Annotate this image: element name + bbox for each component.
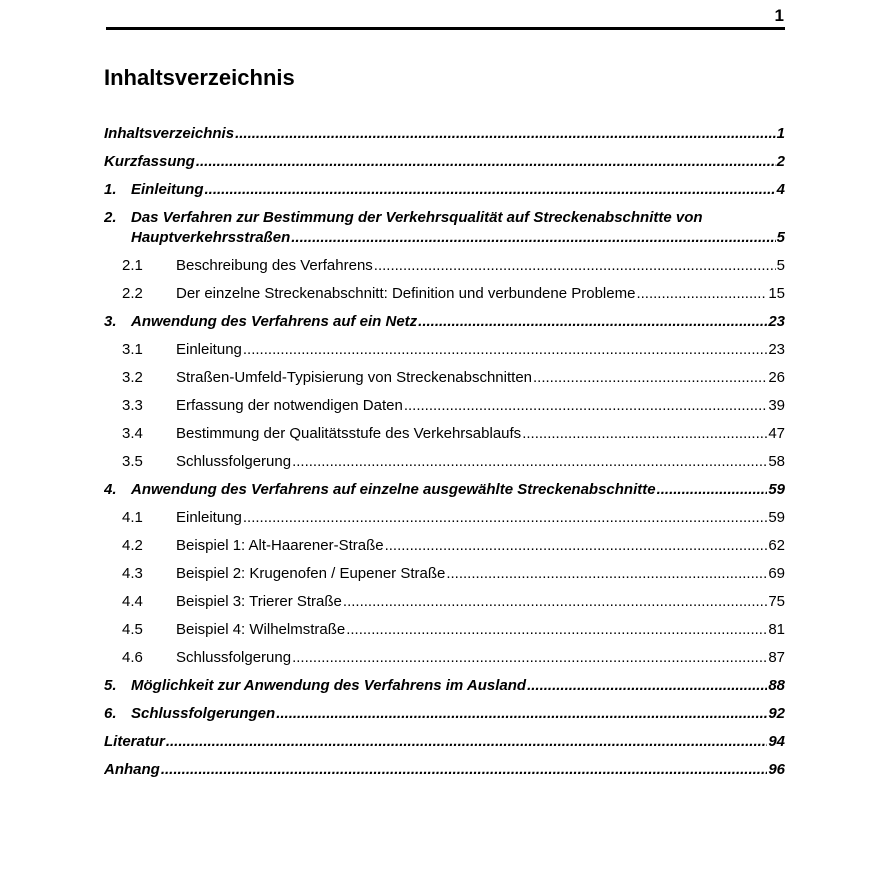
toc-entry-title: Erfassung der notwendigen Daten (176, 397, 403, 414)
toc-dot-leader (205, 180, 776, 200)
toc-entry-number: 4.1 (122, 509, 143, 526)
toc-entry-title: Das Verfahren zur Bestimmung der Verkehrsqualität auf Streckenabschnitte von (131, 209, 703, 226)
toc-dot-leader (657, 480, 768, 500)
toc-entry-title: Schlussfolgerung (176, 649, 292, 666)
toc-entry-title: Beispiel 2: Krugenofen / Eupener Straße (176, 565, 446, 582)
toc-entry-number: 2. (104, 209, 117, 226)
toc-entry-title-continued: Hauptverkehrsstraßen (131, 229, 291, 246)
toc-entry[interactable] (104, 337, 785, 365)
toc-entry-number: 4.6 (122, 649, 143, 666)
toc-entry-number: 4.2 (122, 537, 143, 554)
toc-entry-title: Beispiel 1: Alt-Haarener-Straße (176, 537, 384, 554)
toc-entry-number: 6. (104, 705, 117, 722)
toc-dot-leader (346, 620, 767, 640)
toc-entry-page: 26 (768, 369, 785, 386)
toc-dot-leader (404, 396, 767, 416)
toc-entry-number: 1. (104, 181, 117, 198)
toc-entry-page: 39 (768, 397, 785, 414)
toc-entry[interactable] (104, 121, 785, 149)
toc-entry-page: 47 (768, 425, 785, 442)
toc-entry[interactable] (104, 177, 785, 205)
toc-entry-title: Inhaltsverzeichnis (104, 125, 235, 142)
toc-entry-page: 92 (768, 705, 785, 722)
toc-dot-leader (292, 648, 767, 668)
toc-entry[interactable] (104, 281, 785, 309)
toc-entry-title: Schlussfolgerungen (131, 705, 276, 722)
toc-entry-page: 15 (768, 285, 785, 302)
toc-dot-leader (343, 592, 767, 612)
toc-entry-page: 96 (768, 761, 785, 778)
toc-entry-title: Schlussfolgerung (176, 453, 292, 470)
toc-entry-title: Anwendung des Verfahrens auf einzelne ausgewählte Streckenabschnitte (131, 481, 656, 498)
toc-entry-number: 3.2 (122, 369, 143, 386)
toc-entry-page: 62 (768, 537, 785, 554)
toc-entry[interactable] (104, 533, 785, 561)
toc-entry-page: 59 (768, 481, 785, 498)
toc-entry-title: Straßen-Umfeld-Typisierung von Streckenabschnitten (176, 369, 533, 386)
toc-entry[interactable] (104, 309, 785, 337)
toc-entry[interactable] (104, 365, 785, 393)
toc-entry[interactable] (104, 645, 785, 673)
toc-entry[interactable] (104, 149, 785, 177)
toc-entry-page: 2 (776, 153, 785, 170)
toc-dot-leader (527, 676, 767, 696)
toc-entry-number: 3.1 (122, 341, 143, 358)
toc-entry-page: 58 (768, 453, 785, 470)
toc-entry-page: 5 (776, 229, 785, 246)
toc-entry[interactable] (104, 757, 785, 785)
toc-entry-title: Einleitung (176, 509, 242, 526)
toc-dot-leader (385, 536, 768, 556)
toc-dot-leader (161, 760, 767, 780)
toc-dot-leader (291, 228, 775, 248)
toc-entry-title: Beispiel 3: Trierer Straße (176, 593, 342, 610)
toc-entry-title: Beispiel 4: Wilhelmstraße (176, 621, 346, 638)
toc-entry-page: 23 (768, 341, 785, 358)
toc-entry-page: 23 (768, 313, 785, 330)
toc-dot-leader (196, 152, 776, 172)
toc-entry-title: Anhang (104, 761, 160, 778)
toc-dot-leader (276, 704, 767, 724)
toc-entry-page: 88 (768, 677, 785, 694)
toc-dot-leader (374, 256, 776, 276)
toc-entry-page: 4 (776, 181, 785, 198)
toc-entry-title: Bestimmung der Qualitätsstufe des Verkehrsablaufs (176, 425, 522, 442)
toc-entry-title: Einleitung (131, 181, 204, 198)
toc-entry[interactable] (104, 701, 785, 729)
toc-entry-page: 5 (776, 257, 785, 274)
toc-entry-title: Anwendung des Verfahrens auf ein Netz (131, 313, 418, 330)
toc-entry[interactable] (104, 505, 785, 533)
toc-entry[interactable] (104, 421, 785, 449)
toc-entry-number: 4.5 (122, 621, 143, 638)
toc-dot-leader (166, 732, 767, 752)
toc-entry-page: 59 (768, 509, 785, 526)
toc-dot-leader (522, 424, 767, 444)
toc-entry-page: 81 (768, 621, 785, 638)
toc-dot-leader (243, 340, 767, 360)
toc-entry-title: Beschreibung des Verfahrens (176, 257, 373, 274)
toc-dot-leader (533, 368, 767, 388)
toc-entry-title: Kurzfassung (104, 153, 195, 170)
page-title: Inhaltsverzeichnis (104, 65, 295, 90)
toc-entry-number: 4. (104, 481, 117, 498)
toc-dot-leader (446, 564, 767, 584)
toc-entry-title: Der einzelne Streckenabschnitt: Definition und verbundene Probleme (176, 285, 636, 302)
toc-entry-page: 94 (768, 733, 785, 750)
page-header (106, 6, 785, 30)
toc-entry-page: 75 (768, 593, 785, 610)
toc-entry-number: 2.2 (122, 285, 143, 302)
toc-entry-number: 5. (104, 677, 117, 694)
toc-entry[interactable] (104, 205, 785, 253)
toc-entry-page: 69 (768, 565, 785, 582)
toc-entry[interactable] (104, 617, 785, 645)
toc-entry-number: 3.3 (122, 397, 143, 414)
toc-entry-title: Möglichkeit zur Anwendung des Verfahrens im Ausland (131, 677, 527, 694)
toc-entry-page: 87 (768, 649, 785, 666)
toc-entry-number: 3. (104, 313, 117, 330)
toc-entry-page: 1 (776, 125, 785, 142)
toc-entry[interactable] (104, 561, 785, 589)
page-number: 1 (774, 6, 784, 25)
toc-entry-title: Literatur (104, 733, 165, 750)
toc-entry[interactable] (104, 673, 785, 701)
toc-entry-title: Einleitung (176, 341, 242, 358)
table-of-contents (104, 121, 785, 785)
toc-dot-leader (636, 284, 767, 304)
toc-entry[interactable] (104, 253, 785, 281)
toc-entry[interactable] (104, 589, 785, 617)
toc-entry[interactable] (104, 449, 785, 477)
toc-entry-number: 3.4 (122, 425, 143, 442)
toc-entry[interactable] (104, 477, 785, 505)
toc-dot-leader (235, 124, 776, 144)
toc-dot-leader (292, 452, 767, 472)
toc-entry-number: 3.5 (122, 453, 143, 470)
toc-entry[interactable] (104, 393, 785, 421)
toc-dot-leader (418, 312, 767, 332)
toc-entry-number: 2.1 (122, 257, 143, 274)
toc-entry-number: 4.4 (122, 593, 143, 610)
toc-entry-number: 4.3 (122, 565, 143, 582)
toc-dot-leader (243, 508, 767, 528)
toc-entry[interactable] (104, 729, 785, 757)
